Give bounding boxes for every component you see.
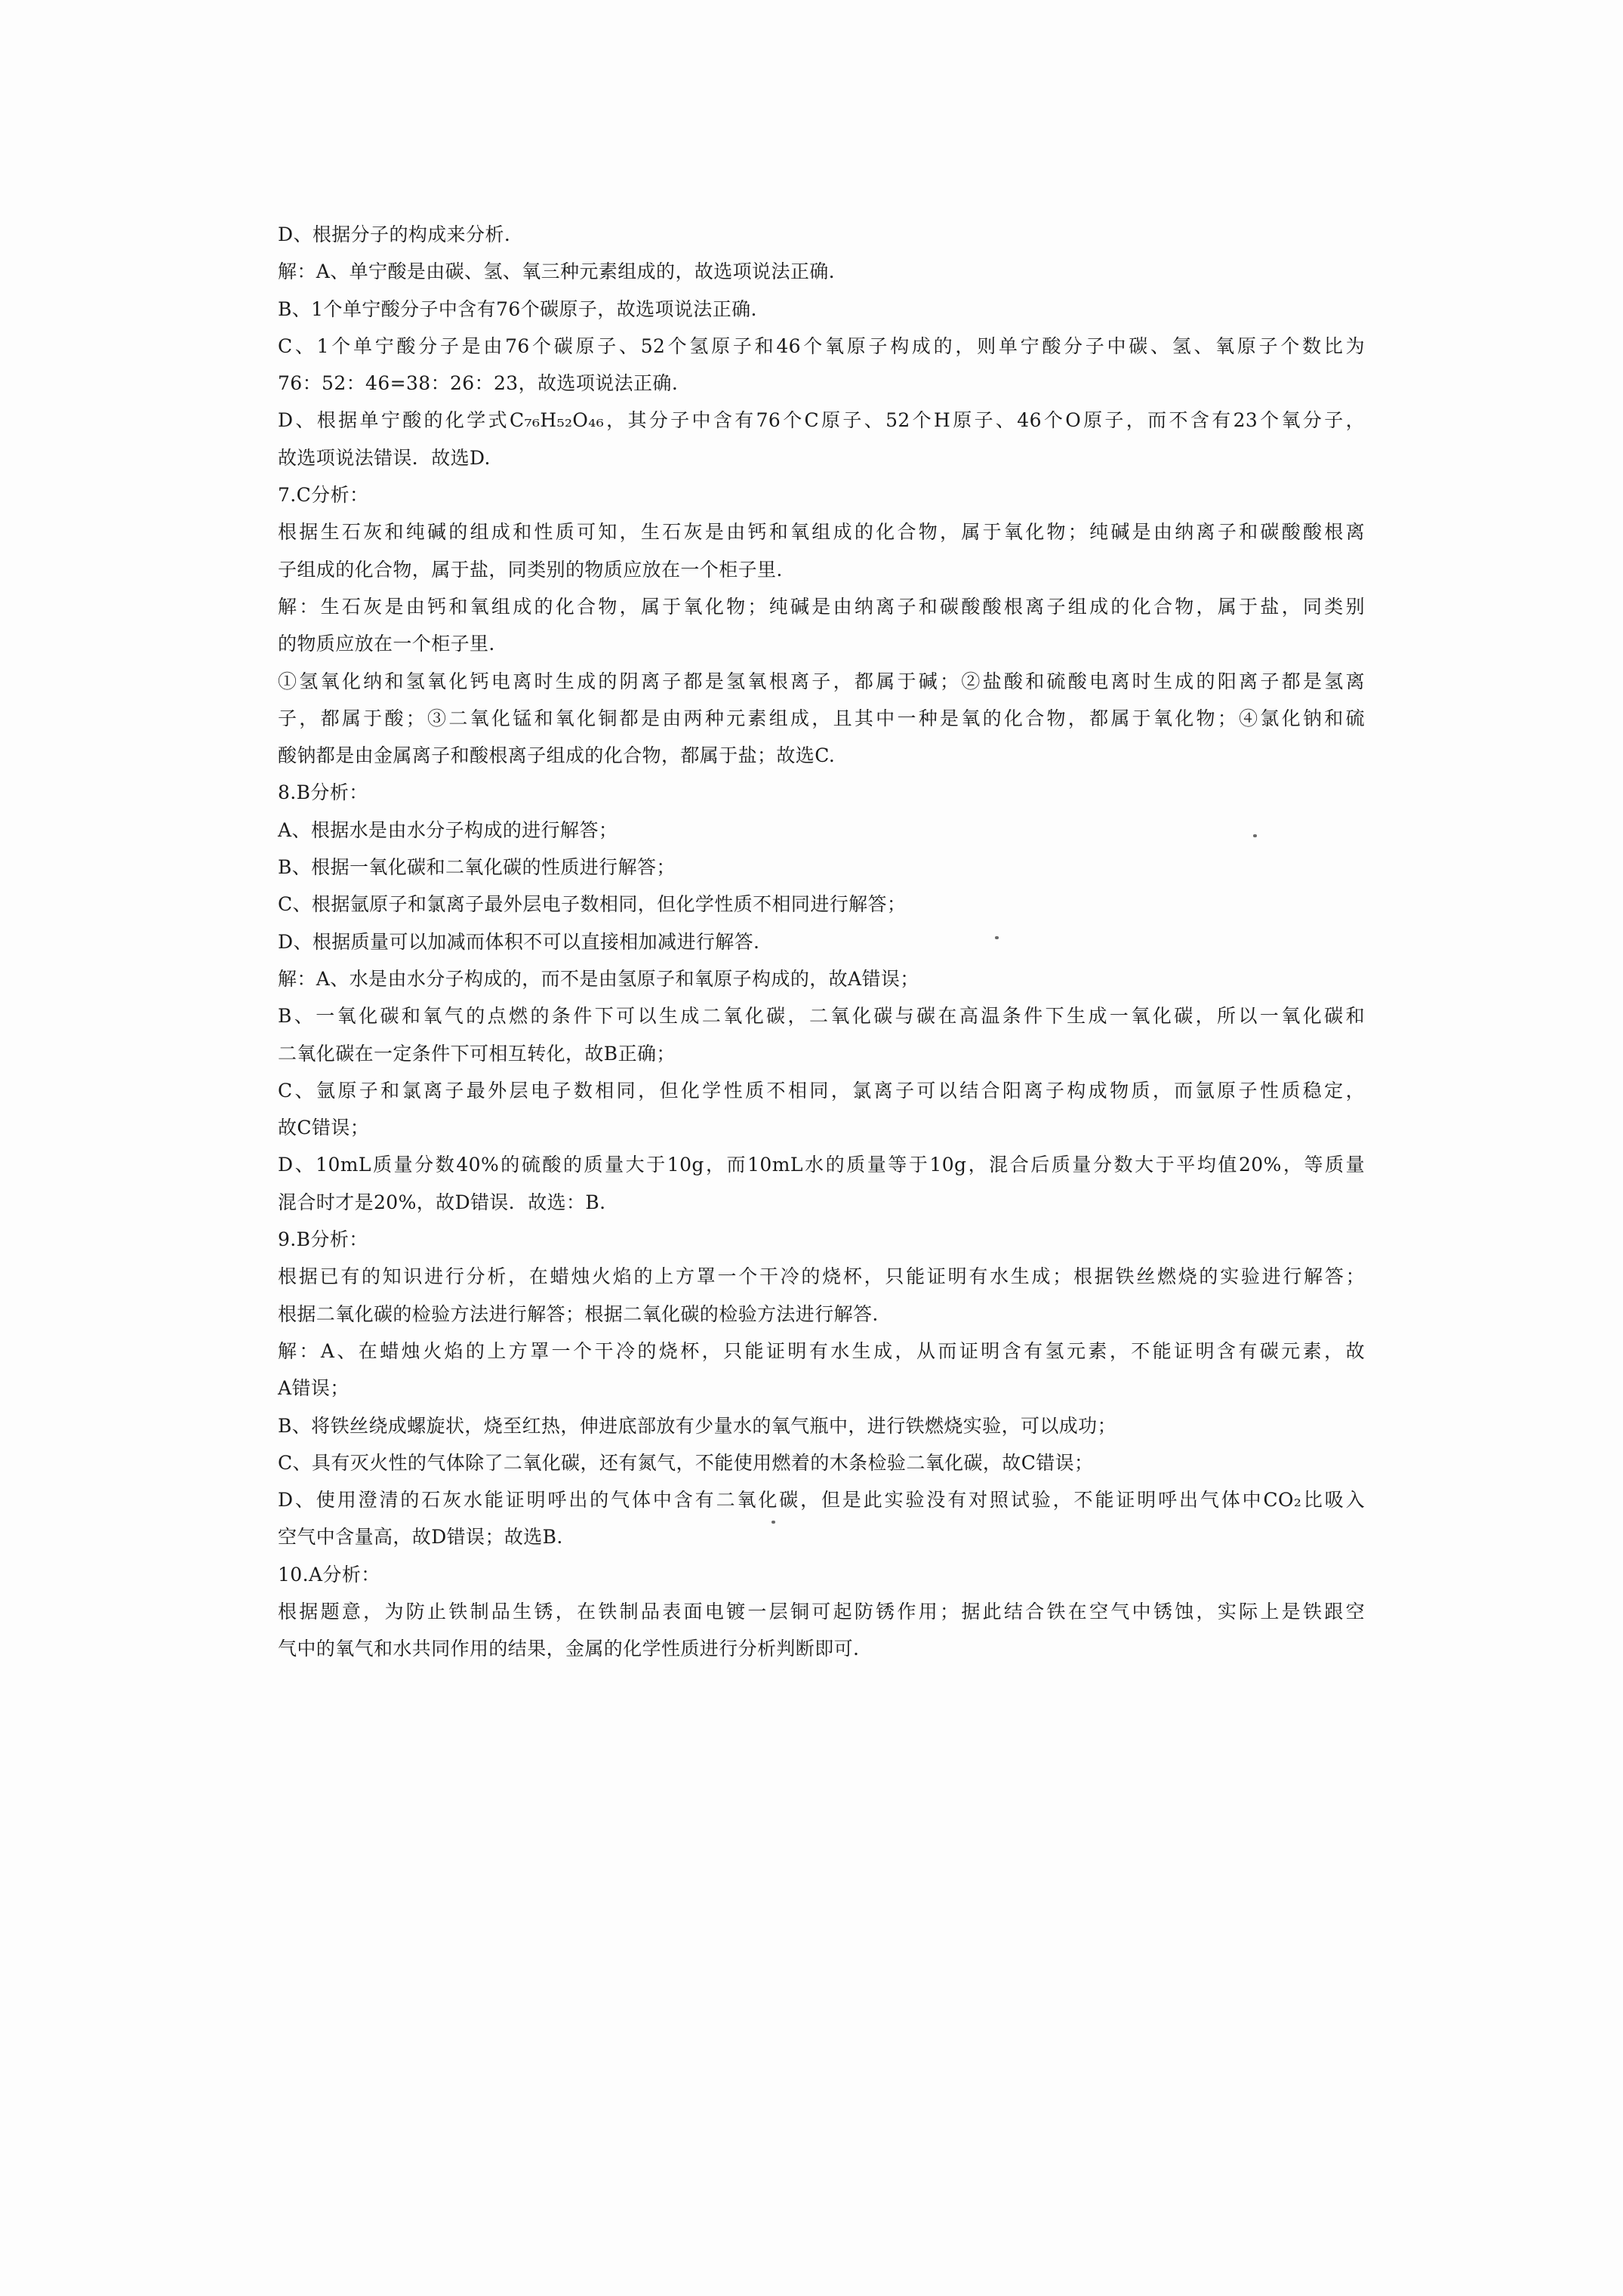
text-line: 酸钠都是由金属离子和酸根离子组成的化合物，都属于盐；故选C. xyxy=(278,744,836,767)
text-line: ①氢氧化纳和氢氧化钙电离时生成的阴离子都是氢氧根离子，都属于碱；②盐酸和硫酸电离时生成的阳离子都是氢离 xyxy=(278,670,1365,692)
text-line: 根据二氧化碳的检验方法进行解答；根据二氧化碳的检验方法进行解答. xyxy=(278,1302,879,1325)
scan-speck xyxy=(1253,834,1257,837)
text-line: 根据生石灰和纯碱的组成和性质可知，生石灰是由钙和氧组成的化合物，属于氧化物；纯碱是由纳离子和碳酸酸根离 xyxy=(278,521,1365,544)
text-line: 解：生石灰是由钙和氧组成的化合物，属于氧化物；纯碱是由纳离子和碳酸酸根离子组成的化合物，属于盐，同类别 xyxy=(278,595,1365,618)
text-line: 子组成的化合物，属于盐，同类别的物质应放在一个柜子里. xyxy=(278,558,783,581)
text-line: 故C错误； xyxy=(278,1117,370,1139)
text-line: D、根据分子的构成来分析. xyxy=(278,223,511,245)
text-line: 故选项说法错误．故选D. xyxy=(278,446,491,469)
text-line: 混合时才是20%，故D错误．故选：B. xyxy=(278,1191,606,1213)
text-line: D、根据单宁酸的化学式C₇₆H₅₂O₄₆，其分子中含有76个C原子、52个H原子、46个O原子，而不含有23个氧分子， xyxy=(278,409,1365,432)
text-line: 解：A、水是由水分子构成的，而不是由氢原子和氧原子构成的，故A错误； xyxy=(278,967,919,990)
text-line: 空气中含量高，故D错误；故选B. xyxy=(278,1526,563,1549)
text-line: 解：A、在蜡烛火焰的上方罩一个干冷的烧杯，只能证明有水生成，从而证明含有氢元素，不能证明含有碳元素，故 xyxy=(278,1339,1365,1362)
text-line: B、一氧化碳和氧气的点燃的条件下可以生成二氧化碳，二氧化碳与碳在高温条件下生成一氧化碳，所以一氧化碳和 xyxy=(278,1005,1365,1028)
text-line: D、根据质量可以加减而体积不可以直接相加减进行解答. xyxy=(278,930,760,953)
text-line: C、根据氩原子和氯离子最外层电子数相同，但化学性质不相同进行解答； xyxy=(278,893,907,916)
text-line: C、氩原子和氯离子最外层电子数相同，但化学性质不相同，氯离子可以结合阳离子构成物质，而氩原子性质稳定， xyxy=(278,1079,1365,1102)
text-line: 子，都属于酸；③二氧化锰和氧化铜都是由两种元素组成，且其中一种是氧的化合物，都属于氧化物；④氯化钠和硫 xyxy=(278,707,1365,729)
text-line: D、使用澄清的石灰水能证明呼出的气体中含有二氧化碳，但是此实验没有对照试验，不能证明呼出气体中CO₂比吸入 xyxy=(278,1489,1365,1512)
section-heading: 10.A分析： xyxy=(278,1563,380,1586)
text-line: 根据题意，为防止铁制品生锈，在铁制品表面电镀一层铜可起防锈作用；据此结合铁在空气中锈蚀，实际上是铁跟空 xyxy=(278,1600,1365,1623)
text-line: 气中的氧气和水共同作用的结果，金属的化学性质进行分析判断即可. xyxy=(278,1638,860,1660)
section-heading: 8.B分析： xyxy=(278,781,368,804)
text-line: B、将铁丝绕成螺旋状，烧至红热，伸进底部放有少量水的氧气瓶中，进行铁燃烧实验，可以成功； xyxy=(278,1414,1116,1437)
section-heading: 9.B分析： xyxy=(278,1228,368,1251)
text-line: D、10mL质量分数40%的硫酸的质量大于10g，而10mL水的质量等于10g，混合后质量分数大于平均值20%，等质量 xyxy=(278,1154,1365,1176)
scan-speck xyxy=(995,936,999,939)
text-line: C、具有灭火性的气体除了二氧化碳，还有氮气，不能使用燃着的木条检验二氧化碳，故C错误； xyxy=(278,1451,1094,1474)
text-line: 根据已有的知识进行分析，在蜡烛火焰的上方罩一个干冷的烧杯，只能证明有水生成；根据铁丝燃烧的实验进行解答； xyxy=(278,1265,1365,1288)
text-line: A错误； xyxy=(278,1377,350,1400)
answer-text-block xyxy=(278,216,1365,1668)
text-line: B、1个单宁酸分子中含有76个碳原子，故选项说法正确. xyxy=(278,297,757,320)
text-line: 76：52：46=38：26：23，故选项说法正确. xyxy=(278,372,679,395)
text-line: C、1个单宁酸分子是由76个碳原子、52个氢原子和46个氧原子构成的，则单宁酸分子中碳、氢、氧原子个数比为 xyxy=(278,334,1365,357)
text-line: B、根据一氧化碳和二氧化碳的性质进行解答； xyxy=(278,856,676,879)
text-line: A、根据水是由水分子构成的进行解答； xyxy=(278,818,618,841)
text-line: 的物质应放在一个柜子里. xyxy=(278,633,495,655)
section-heading: 7.C分析： xyxy=(278,484,369,507)
scan-speck xyxy=(771,1521,775,1524)
text-line: 解：A、单宁酸是由碳、氢、氧三种元素组成的，故选项说法正确. xyxy=(278,260,836,283)
text-line: 二氧化碳在一定条件下可相互转化，故B正确； xyxy=(278,1042,676,1065)
